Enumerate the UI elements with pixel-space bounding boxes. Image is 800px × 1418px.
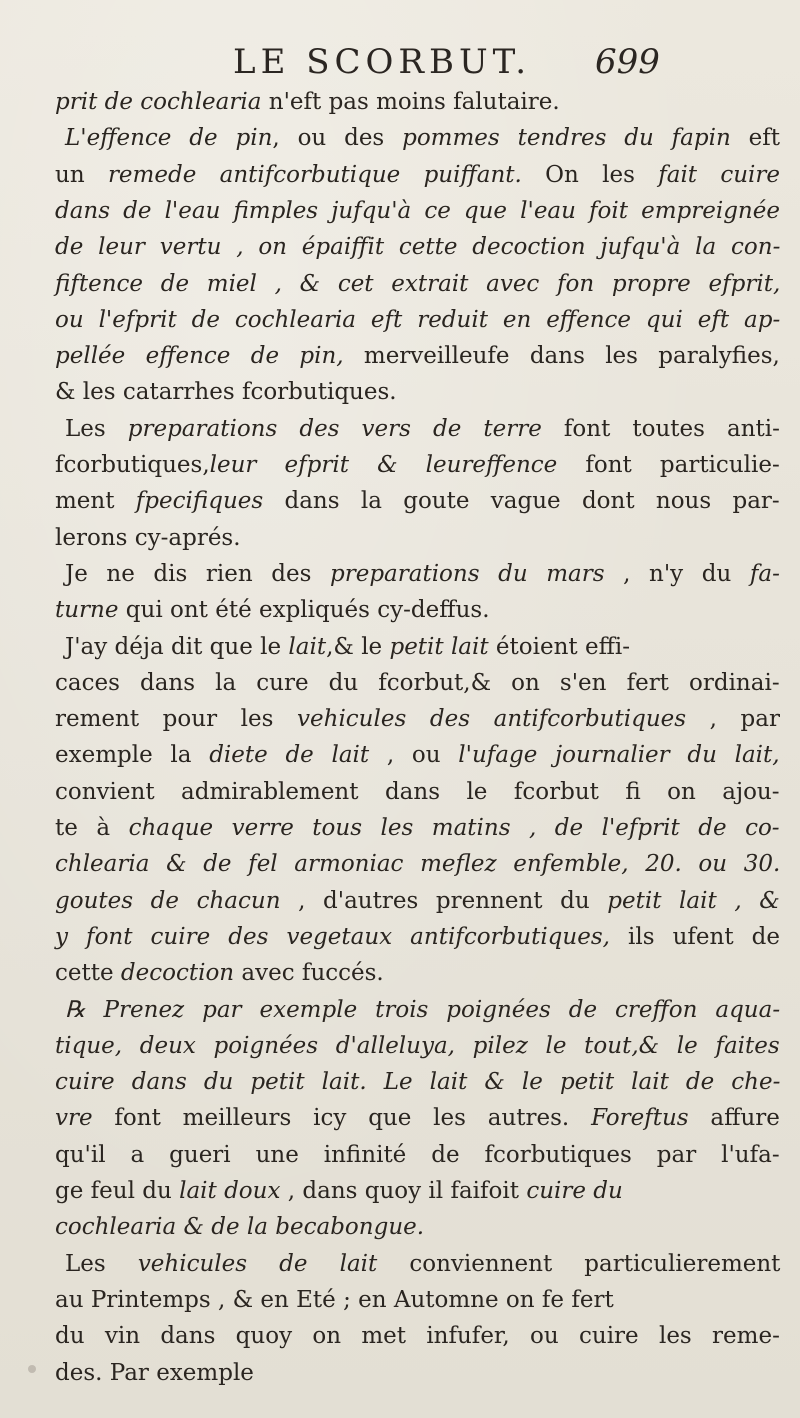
text-line (55, 524, 241, 552)
italic-segment: petit lait (389, 633, 489, 660)
roman-segment: un (55, 161, 108, 188)
text-line (65, 560, 780, 588)
text-line (55, 88, 560, 116)
italic-segment: goutes de chacun (55, 887, 281, 914)
text-line (55, 850, 780, 878)
roman-segment: dans la goute vague dont nous par- (263, 488, 780, 515)
roman-segment: ,& le (326, 633, 390, 660)
italic-segment: fa- (749, 560, 780, 587)
roman-segment: n'eft pas moins falutaire. (261, 89, 560, 115)
roman-segment: merveilleufe dans les paralyfies, (343, 343, 780, 370)
italic-segment: leur efprit & leureffence (209, 452, 558, 478)
text-line (55, 923, 780, 951)
roman-segment: Je ne dis rien des (65, 560, 330, 587)
roman-segment: étoient effi- (488, 633, 631, 660)
text-line (65, 415, 780, 443)
roman-segment: fcorbutiques, (55, 452, 210, 478)
text-line (55, 487, 780, 515)
text-line (55, 1213, 424, 1241)
italic-segment: cuire dans du petit lait. Le lait & le petit lait de che- (55, 1069, 781, 1096)
text-line (55, 342, 780, 370)
italic-segment: lait (288, 633, 327, 660)
text-line (55, 378, 397, 406)
text-line (55, 705, 780, 733)
text-line (55, 959, 384, 987)
roman-segment: qu'il a gueri une infinité de fcorbutiques par l'ufa- (55, 1141, 780, 1168)
text-line (55, 887, 780, 915)
italic-segment: Foreftus (591, 1105, 689, 1132)
roman-segment: , ou des (272, 125, 403, 152)
text-line (55, 1032, 780, 1060)
roman-segment: affure (688, 1105, 780, 1132)
roman-segment: cette (55, 960, 121, 987)
text-line (55, 1286, 614, 1314)
roman-segment: J'ay déja dit que le (65, 633, 289, 660)
roman-segment: caces dans la cure du fcorbut,& on s'en fert ordinai- (55, 669, 780, 696)
italic-segment: pellée effence de pin, (55, 343, 344, 370)
text-line (65, 1250, 780, 1278)
roman-segment: Les (65, 1250, 138, 1277)
italic-segment: fait cuire (658, 161, 781, 188)
roman-segment: au Printemps , & en Eté ; en Automne on fe fert (55, 1286, 614, 1313)
italic-segment: dans de l'eau fimples jufqu'à ce que l'eau foit empreignée (55, 197, 780, 224)
italic-segment: pommes tendres du fapin (402, 125, 731, 152)
roman-segment: , d'autres prennent du (280, 887, 608, 914)
roman-segment: ment (55, 488, 136, 515)
italic-segment: vehicules de lait (137, 1250, 378, 1277)
italic-segment: cuire du (526, 1178, 623, 1204)
text-line (55, 1141, 780, 1169)
roman-segment: avec fuccés. (234, 960, 384, 987)
italic-segment: vehicules des antifcorbutiques (297, 706, 687, 733)
text-line (65, 996, 780, 1024)
text-line (55, 233, 780, 261)
roman-segment: qui ont été expliqués cy-deffus. (118, 597, 490, 624)
italic-segment: prit de cochlearia (55, 89, 262, 115)
text-line (55, 197, 780, 225)
italic-segment: diete de lait (209, 742, 370, 769)
roman-segment: On les (521, 161, 659, 188)
roman-segment: des. Par exemple (55, 1359, 254, 1386)
text-line (55, 1359, 254, 1387)
text-line (55, 814, 780, 842)
roman-segment: te à (55, 815, 129, 841)
text-line (55, 1104, 780, 1132)
roman-segment: ils ufent de (609, 923, 780, 950)
italic-segment: y font cuire des vegetaux antifcorbutiques, (55, 923, 610, 950)
roman-segment: ge feul du (55, 1178, 180, 1204)
text-line (55, 669, 780, 697)
roman-segment: , ou (369, 742, 459, 769)
text-line (55, 270, 780, 298)
italic-segment: petit lait , & (607, 887, 780, 914)
roman-segment: conviennent particulierement (377, 1250, 781, 1277)
italic-segment: turne (55, 597, 119, 624)
italic-segment: ou l'efprit de cochlearia eft reduit en effence qui eft ap- (55, 306, 781, 333)
roman-segment: Les (65, 415, 128, 442)
text-line (55, 778, 780, 806)
text-line (55, 1322, 780, 1350)
roman-segment: , dans quoy il faifoit (280, 1178, 527, 1204)
roman-segment: convient admirablement dans le fcorbut fi on ajou- (55, 778, 780, 805)
text-line (55, 1177, 623, 1205)
page-header (233, 42, 660, 92)
text-line (65, 124, 780, 152)
italic-segment: de leur vertu , on épaiffit cette decoction jufqu'à la con- (55, 234, 781, 261)
italic-segment: preparations du mars (329, 560, 605, 587)
roman-segment: font particulie- (557, 452, 780, 478)
text-line (55, 596, 490, 624)
text-line (55, 451, 780, 479)
italic-segment: vre (55, 1105, 93, 1132)
italic-segment: remede antifcorbutique puiffant. (107, 161, 522, 188)
roman-segment: lerons cy-aprés. (55, 524, 241, 551)
text-line (55, 161, 780, 189)
text-line (55, 306, 780, 334)
text-line (55, 1068, 780, 1096)
page-number: 699 (595, 42, 660, 82)
text-line (55, 741, 780, 769)
italic-segment: preparations des vers de terre (127, 415, 542, 442)
roman-segment: du vin dans quoy on met infufer, ou cuire les reme- (55, 1323, 780, 1350)
roman-segment: rement pour les (55, 706, 298, 733)
roman-segment: , n'y du (604, 560, 750, 587)
running-title: LE SCORBUT. (233, 42, 532, 82)
roman-segment: eft (730, 125, 781, 152)
italic-segment: chlearia & de fel armoniac meflez enfemble, 20. ou 30. (55, 851, 781, 878)
roman-segment: font toutes anti- (541, 415, 780, 442)
roman-segment: & les catarrhes fcorbutiques. (55, 379, 397, 406)
italic-segment: fiftence de miel , & cet extrait avec fon propre efprit, (55, 270, 781, 297)
italic-segment: chaque verre tous les matins , de l'efprit de co- (128, 815, 780, 841)
italic-segment: decoction (120, 960, 235, 987)
text-line (65, 633, 630, 661)
italic-segment: cochlearia & de la becabongue. (55, 1214, 425, 1241)
roman-segment: , par (686, 706, 780, 733)
italic-segment: l'ufage journalier du lait, (458, 742, 780, 769)
italic-segment: fpecifiques (135, 488, 264, 515)
italic-segment: L'effence de pin (65, 125, 273, 152)
italic-segment: lait doux (179, 1178, 281, 1204)
roman-segment: exemple la (55, 742, 210, 769)
roman-segment: font meilleurs icy que les autres. (92, 1105, 592, 1132)
italic-segment: tique, deux poignées d'alleluya, pilez le tout,& le faites (55, 1032, 780, 1059)
italic-segment: ℞ Prenez par exemple trois poignées de creffon aqua- (65, 996, 781, 1023)
ink-speck (28, 1365, 36, 1373)
